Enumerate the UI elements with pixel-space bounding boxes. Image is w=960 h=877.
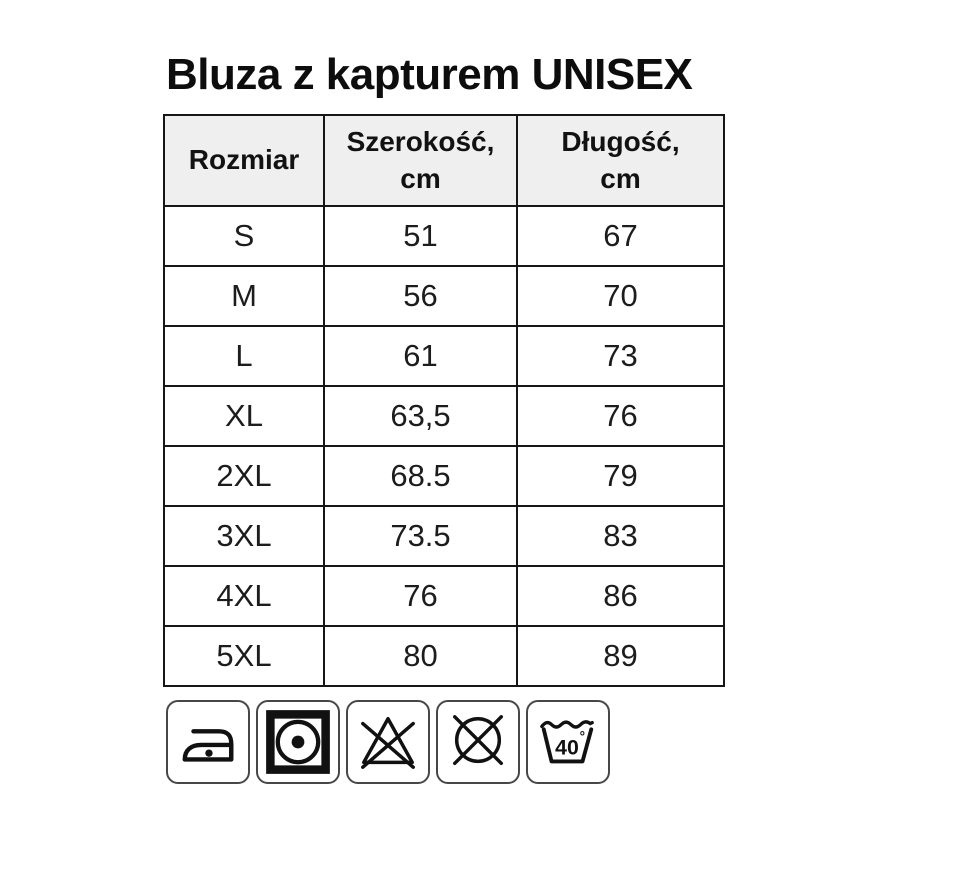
- table-row: [164, 566, 724, 626]
- iron-one-dot-icon: [166, 700, 250, 784]
- width-cell: 51: [324, 206, 517, 266]
- table-row: [164, 386, 724, 446]
- table-row: [164, 626, 724, 686]
- size-cell: 3XL: [164, 506, 324, 566]
- length-cell: 67: [517, 206, 724, 266]
- length-cell: 83: [517, 506, 724, 566]
- size-cell: 2XL: [164, 446, 324, 506]
- tumble-dry-icon: [256, 700, 340, 784]
- header-size-label: Rozmiar: [188, 144, 300, 176]
- header-size: [164, 115, 324, 206]
- length-cell: 73: [517, 326, 724, 386]
- size-cell: L: [164, 326, 324, 386]
- length-cell: 76: [517, 386, 724, 446]
- header-length: Długość, cm: [517, 115, 724, 206]
- width-cell: 63,5: [324, 386, 517, 446]
- width-cell: 80: [324, 626, 517, 686]
- length-cell: 70: [517, 266, 724, 326]
- size-chart-page: [163, 0, 763, 784]
- size-cell: M: [164, 266, 324, 326]
- size-cell: S: [164, 206, 324, 266]
- table-row: [164, 266, 724, 326]
- size-table: [163, 114, 725, 687]
- width-cell: 61: [324, 326, 517, 386]
- length-cell: 89: [517, 626, 724, 686]
- width-cell: 56: [324, 266, 517, 326]
- do-not-dry-clean-icon: [436, 700, 520, 784]
- width-cell: 76: [324, 566, 517, 626]
- header-width: Szerokość, cm: [324, 115, 517, 206]
- wash-temp-label: 40: [555, 735, 579, 760]
- length-cell: 79: [517, 446, 724, 506]
- page-title: Bluza z kapturem UNISEX: [166, 50, 693, 99]
- width-cell: 73.5: [324, 506, 517, 566]
- table-row: [164, 506, 724, 566]
- table-row: [164, 326, 724, 386]
- do-not-bleach-icon: [346, 700, 430, 784]
- length-cell: 86: [517, 566, 724, 626]
- wash-40-icon: [526, 700, 610, 784]
- table-row: [164, 206, 724, 266]
- table-row: [164, 446, 724, 506]
- wash-temp-degree: °: [579, 729, 586, 745]
- width-cell: 68.5: [324, 446, 517, 506]
- care-symbols-row: [166, 700, 763, 784]
- size-cell: 5XL: [164, 626, 324, 686]
- size-cell: XL: [164, 386, 324, 446]
- size-cell: 4XL: [164, 566, 324, 626]
- table-header-row: [164, 115, 724, 206]
